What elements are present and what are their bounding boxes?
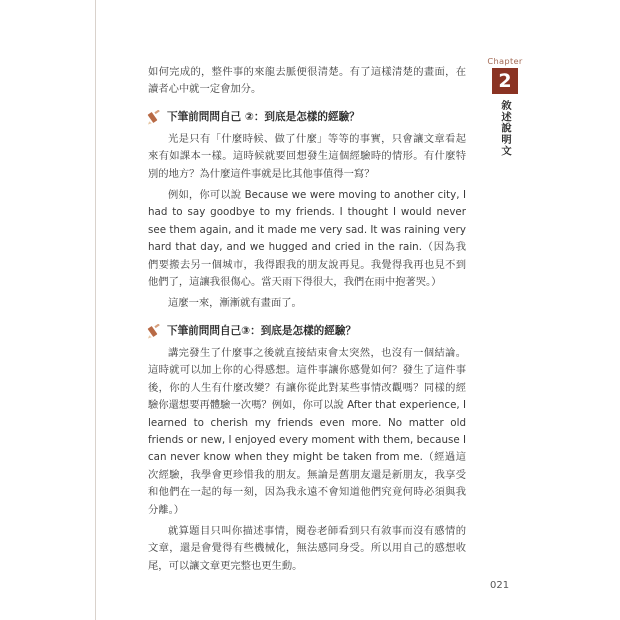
chapter-tab bbox=[484, 56, 526, 157]
section2-paragraph-3: 這麼一來，漸漸就有畫面了。 bbox=[168, 297, 302, 310]
chapter-title: 敘述說明文 bbox=[499, 100, 511, 157]
section2-paragraph-2: 例如，你可以說 Because we were moving to another city, I had to say goodbye to my friends. I thought I would never see them again, and it made me very sad. It was raining very hard that day, and we hugged and cried in the rain.（因為我們要搬去另一個城市，我得跟我的朋友說再見。我覺得我再也見不到他們了，這讓我很傷心。當天雨下得很大，我們在雨中抱著哭。） bbox=[148, 189, 466, 289]
pencil-icon bbox=[146, 110, 162, 126]
section-heading-2-text: 下筆前問問自己 ②：到底是怎樣的經驗？ bbox=[167, 111, 360, 124]
page-gutter-line bbox=[95, 0, 96, 620]
chapter-label: Chapter bbox=[487, 56, 523, 66]
section-heading-3-text: 下筆前問問自己③：到底是怎樣的經驗？ bbox=[167, 325, 357, 338]
section-heading-2 bbox=[146, 108, 466, 128]
chapter-number: 2 bbox=[492, 68, 518, 94]
pencil-icon bbox=[146, 324, 162, 340]
section2-paragraph-1: 光是只有「什麼時候、做了什麼」等等的事實，只會讓文章看起來有如課本一樣。這時候就要回想發生這個經驗時的情形。有什麼特別的地方？為什麼這件事就是比其他事值得一寫？ bbox=[148, 132, 466, 180]
page-number: 021 bbox=[490, 580, 510, 591]
intro-paragraph: 如何完成的，整件事的來龍去脈便很清楚。有了這樣清楚的畫面，在讀者心中就一定會加分。 bbox=[148, 66, 466, 96]
section3-paragraph-2: 就算題目只叫你描述事情，閱卷老師看到只有敘事而沒有感情的文章，還是會覺得有些機械化，無法感同身受。所以用自己的感想收尾，可以讓文章更完整也更生動。 bbox=[148, 524, 466, 572]
section3-paragraph-1: 講完發生了什麼事之後就直接結束會太突然，也沒有一個結論。這時就可以加上你的心得感想。這件事讓你感覺如何？發生了這件事後，你的人生有什麼改變？有讓你從此對某些事情改觀嗎？同樣的經驗你還想要再體驗一次嗎？例如，你可以說 After that experience, I learned to cherish my friends even more. No matter old friends or new, I enjoyed every moment with them, because I can never know when they might be taken from me.（經過這次經驗，我學會更珍惜我的朋友。無論是舊朋友還是新朋友，我享受和他們在一起的每一刻，因為我永遠不會知道他們究竟何時必須與我分離。） bbox=[148, 346, 466, 516]
section-heading-3 bbox=[146, 322, 466, 342]
page-body bbox=[148, 64, 466, 575]
